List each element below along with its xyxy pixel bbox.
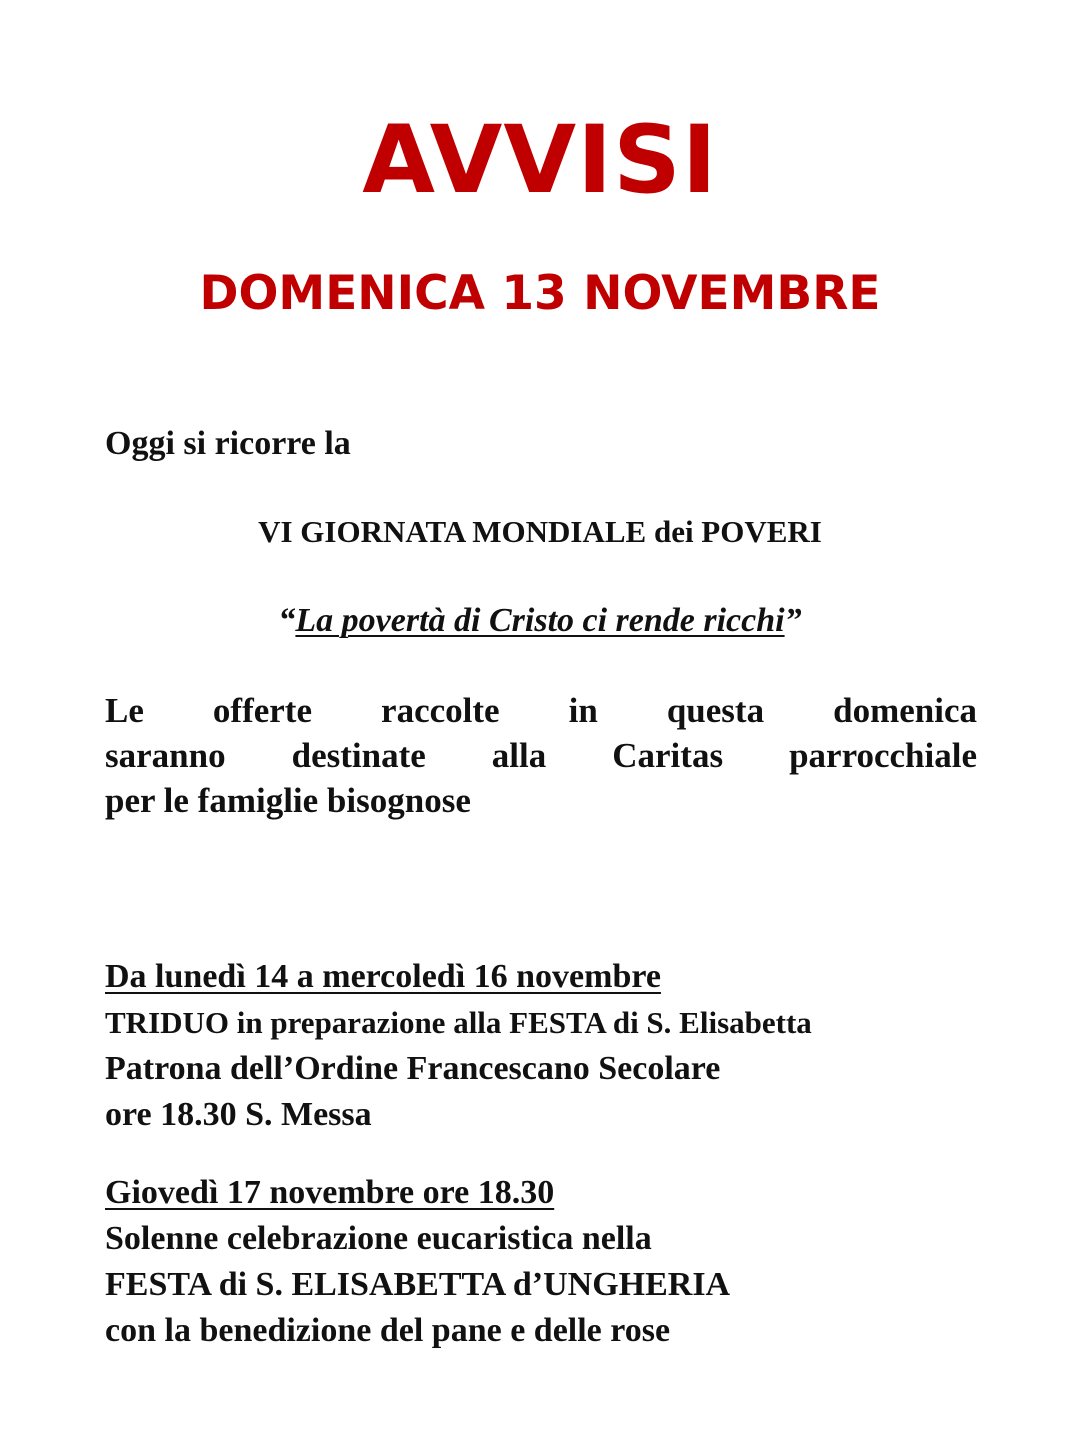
offerte-paragraph (105, 688, 977, 823)
notice-line: TRIDUO in preparazione alla FESTA di S. Elisabetta (105, 1005, 812, 1040)
notice-heading: Giovedì 17 novembre ore 18.30 (105, 1174, 555, 1211)
offerte-line: saranno destinate alla Caritas parrocchiale (105, 736, 977, 775)
offerte-line: Le offerte raccolte in questa domenica (105, 691, 977, 730)
notice-festa (105, 1170, 1005, 1354)
notice-line: Patrona dell’Ordine Francescano Secolare (105, 1050, 721, 1087)
motto (0, 598, 1080, 644)
notice-line: Solenne celebrazione eucaristica nella (105, 1220, 652, 1257)
page-title: AVVISI (362, 106, 718, 215)
date-heading: DOMENICA 13 NOVEMBRE (199, 266, 881, 321)
notice-heading: Da lunedì 14 a mercoledì 16 novembre (105, 958, 661, 995)
notice-line: FESTA di S. ELISABETTA d’UNGHERIA (105, 1266, 731, 1303)
offerte-line: per le famiglie bisognose (105, 781, 471, 820)
notice-line: con la benedizione del pane e delle rose (105, 1312, 671, 1349)
notice-line: ore 18.30 S. Messa (105, 1096, 372, 1133)
motto-text: La povertà di Cristo ci rende ricchi (295, 602, 785, 639)
notice-triduo (105, 954, 1005, 1138)
intro-text: Oggi si ricorre la (105, 425, 351, 462)
motto-open-quote: “ (278, 602, 296, 639)
event-name: VI GIORNATA MONDIALE dei POVERI (258, 514, 822, 549)
motto-close-quote: ” (784, 602, 802, 639)
